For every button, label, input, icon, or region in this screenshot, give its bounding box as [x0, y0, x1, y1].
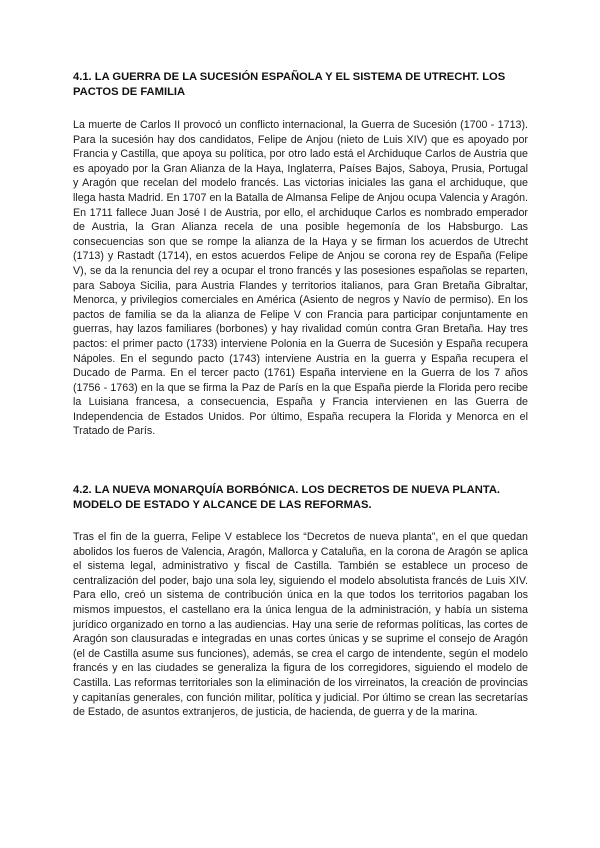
section-war-of-succession — [73, 70, 528, 439]
section-body: Tras el fin de la guerra, Felipe V establece los “Decretos de nueva planta”, en el que quedan abolidos los fueros de Valencia, Aragón, Mallorca y Cataluña, en la corona de Aragón se aplica el sistema legal, administrativo y fiscal de Castilla. También se establece un proceso de centralización del poder, bajo una sola ley, siguiendo el modelo absolutista francés de Luis XIV. Para ello, creó un sistema de contribución única en la que todos los territorios pagaban los mismos impuestos, el castellano era la única lengua de la administración, y había un sistema jurídico organizado en torno a las audiencias. Hay una serie de reformas políticas, las cortes de Aragón son clausuradas e integradas en unas cortes únicas y se suprime el consejo de Aragón (el de Castilla asume sus funciones), además, se crea el cargo de intendente, según el modelo francés y en las ciudades se generaliza la figura de los corregidores, siguiendo el modelo de Castilla. Las reformas territoriales son la eliminación de los virreinatos, la creación de provincias y capitanías generales, con función militar, política y judicial. Por último se crean las secretarías de Estado, de asuntos extranjeros, de justicia, de hacienda, de guerra y de la marina. — [73, 531, 528, 719]
section-bourbon-monarchy — [73, 483, 528, 720]
section-body: La muerte de Carlos II provocó un conflicto internacional, la Guerra de Sucesión (1700 - 1713). Para la sucesión hay dos candidatos, Felipe de Anjou (nieto de Luis XIV) que es apoyado por Francia y Castilla, que apoya su política, por otro lado está el Archiduque Carlos de Austria que es apoyado por la Gran Alianza de la Haya, Inglaterra, Países Bajos, Saboya, Prusia, Portugal y Aragón que recelan del modelo francés. Las victorias iniciales las gana el archiduque, que llega hasta Madrid. En 1707 en la Batalla de Almansa Felipe de Anjou ocupa Valencia y Aragón. En 1711 fallece Juan José I de Austria, por ello, el archiduque Carlos es nombrado emperador de Austria, la Gran Alianza recela de una posible hegemonía de los Habsburgo. Las consecuencias son que se rompe la alianza de la Haya y se firman los acuerdos de Utrecht (1713) y Rastadt (1714), en estos acuerdos Felipe de Anjou se corona rey de España (Felipe V), se da la renuncia del rey a ocupar el trono francés y las posesiones españolas se reparten, para Saboya Sicilia, para Austria Flandes y territorios italianos, para Gran Bretaña Gibraltar, Menorca, y privilegios comerciales en América (Asiento de negros y Navío de permiso). En los pactos de familia se da la alianza de Felipe V con Francia para participar conjuntamente en guerras, hay lazos familiares (borbones) y hay rivalidad común contra Gran Bretaña. Hay tres pactos: el primer pacto (1733) interviene Polonia en la Guerra de Sucesión y España recupera Nápoles. En el segundo pacto (1743) interviene Austria en la guerra y España recupera el Ducado de Parma. En el tercer pacto (1761) España interviene en la Guerra de los 7 años (1756 - 1763) en la que se firma la Paz de París en la que España pierde la Florida pero recibe la Luisiana francesa, a consecuencia, España y Francia intervienen en las Guerra de Independencia de Estados Unidos. Por último, España recupera la Florida y Menorca en el Tratado de París. — [73, 119, 528, 438]
section-heading: 4.1. LA GUERRA DE LA SUCESIÓN ESPAÑOLA Y EL SISTEMA DE UTRECHT. LOS PACTOS DE FAMILIA — [73, 71, 506, 98]
section-heading: 4.2. LA NUEVA MONARQUÍA BORBÓNICA. LOS DECRETOS DE NUEVA PLANTA. MODELO DE ESTADO Y ALCANCE DE LAS REFORMAS. — [73, 484, 501, 511]
